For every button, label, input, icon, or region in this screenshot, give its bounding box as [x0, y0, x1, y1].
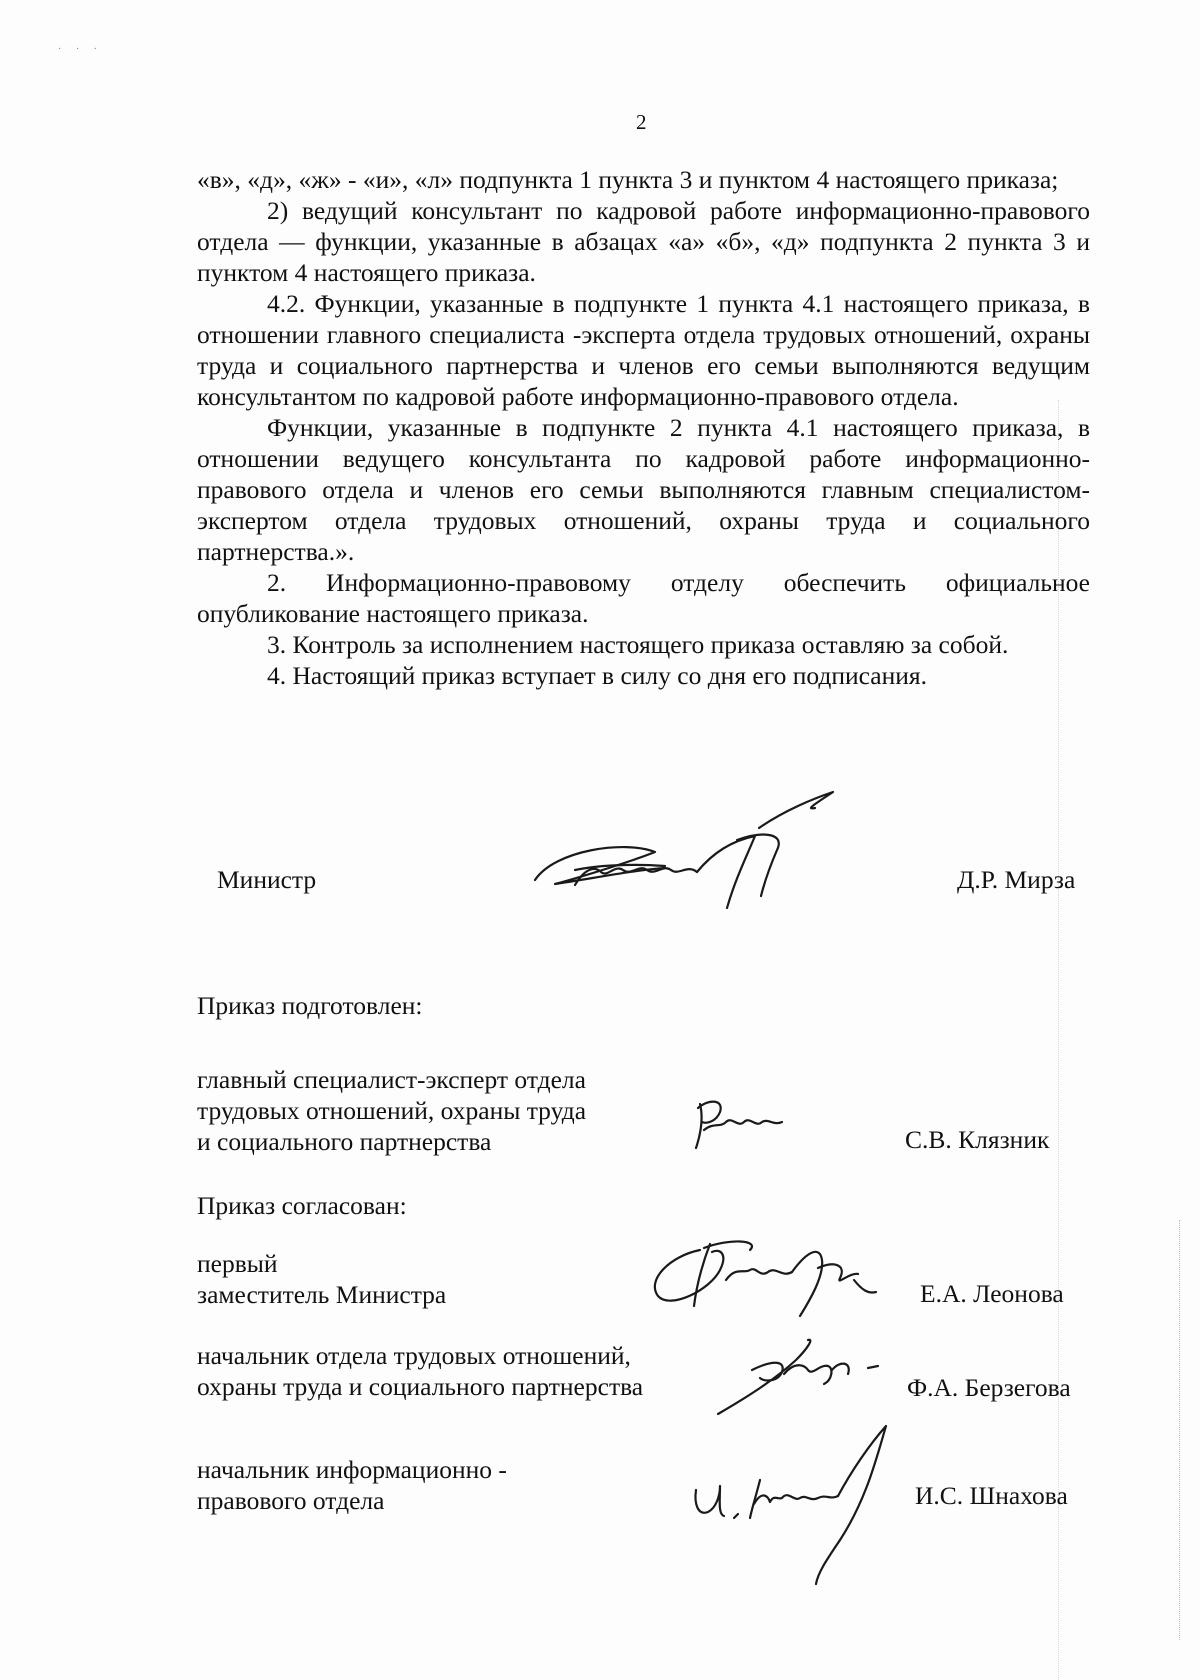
approver-name: И.С. Шнахова: [915, 1481, 1068, 1510]
approver-position: [197, 1340, 643, 1402]
paragraph-functions: Функции, указанные в подпункте 2 пункта 4.1 настоящего приказа, в отношении ведущего консультанта по кадровой работе информационно-правового отдела и членов его семьи выполняются главным специалистом-экспертом отдела трудовых отношений, охраны труда и социального партнерства.».: [197, 413, 1090, 566]
page-number: 2: [636, 110, 647, 134]
approved-heading: Приказ согласован:: [197, 1191, 407, 1220]
paragraph-item-2: 2) ведущий консультант по кадровой работе информационно-правового отдела — функции, указанные в абзацах «а» «б», «д» подпункта 2 пункта 3 и пунктом 4 настоящего приказа.: [197, 196, 1090, 287]
scan-artifact: · · ·: [58, 44, 103, 55]
prepared-position-line: главный специалист-эксперт отдела: [197, 1065, 586, 1094]
signature-berzegova-icon: [712, 1330, 892, 1425]
signature-leonova-icon: [640, 1230, 890, 1325]
scan-edge-dots: [1176, 1220, 1180, 1640]
prepared-position-line: и социального партнерства: [197, 1127, 492, 1156]
approver-position: [197, 1454, 507, 1516]
approver-position-line: первый: [197, 1249, 278, 1278]
minister-name: Д.Р. Мирза: [957, 865, 1076, 894]
approver-position-line: заместитель Министра: [197, 1280, 447, 1309]
paragraph-publication: 2. Информационно-правовому отделу обеспечить официальное опубликование настоящего приказа.: [197, 568, 1090, 628]
paragraph-control: 3. Контроль за исполнением настоящего приказа оставляю за собой.: [267, 630, 1009, 659]
approver-name: Ф.А. Берзегова: [907, 1373, 1071, 1402]
prepared-heading: Приказ подготовлен:: [197, 991, 423, 1020]
signature-minister-icon: [515, 780, 875, 925]
signature-preparer-icon: [690, 1092, 800, 1157]
prepared-position-line: трудовых отношений, охраны труда: [197, 1096, 587, 1125]
signature-shnakhova-icon: [690, 1420, 910, 1595]
approver-position-line: правового отдела: [197, 1486, 385, 1515]
approver-position-line: охраны труда и социального партнерства: [197, 1372, 644, 1401]
document-body: [197, 164, 1090, 691]
prepared-position: [197, 1064, 586, 1157]
paragraph-effective: 4. Настоящий приказ вступает в силу со дня его подписания.: [267, 661, 927, 690]
minister-title: Министр: [217, 865, 317, 894]
preparer-name: С.В. Клязник: [905, 1125, 1050, 1154]
approver-position: [197, 1248, 446, 1310]
paragraph-continuation: «в», «д», «ж» - «и», «л» подпункта 1 пункта 3 и пунктом 4 настоящего приказа;: [197, 165, 1059, 194]
approver-position-line: начальник информационно -: [197, 1455, 507, 1484]
approver-name: Е.А. Леонова: [920, 1279, 1064, 1308]
paragraph-4-2: 4.2. Функции, указанные в подпункте 1 пункта 4.1 настоящего приказа, в отношении главного специалиста -эксперта отдела трудовых отношений, охраны труда и социального партнерства и членов его семьи выполняются ведущим консультантом по кадровой работе информационно-правового отдела.: [197, 289, 1090, 411]
approver-position-line: начальник отдела трудовых отношений,: [197, 1341, 631, 1370]
